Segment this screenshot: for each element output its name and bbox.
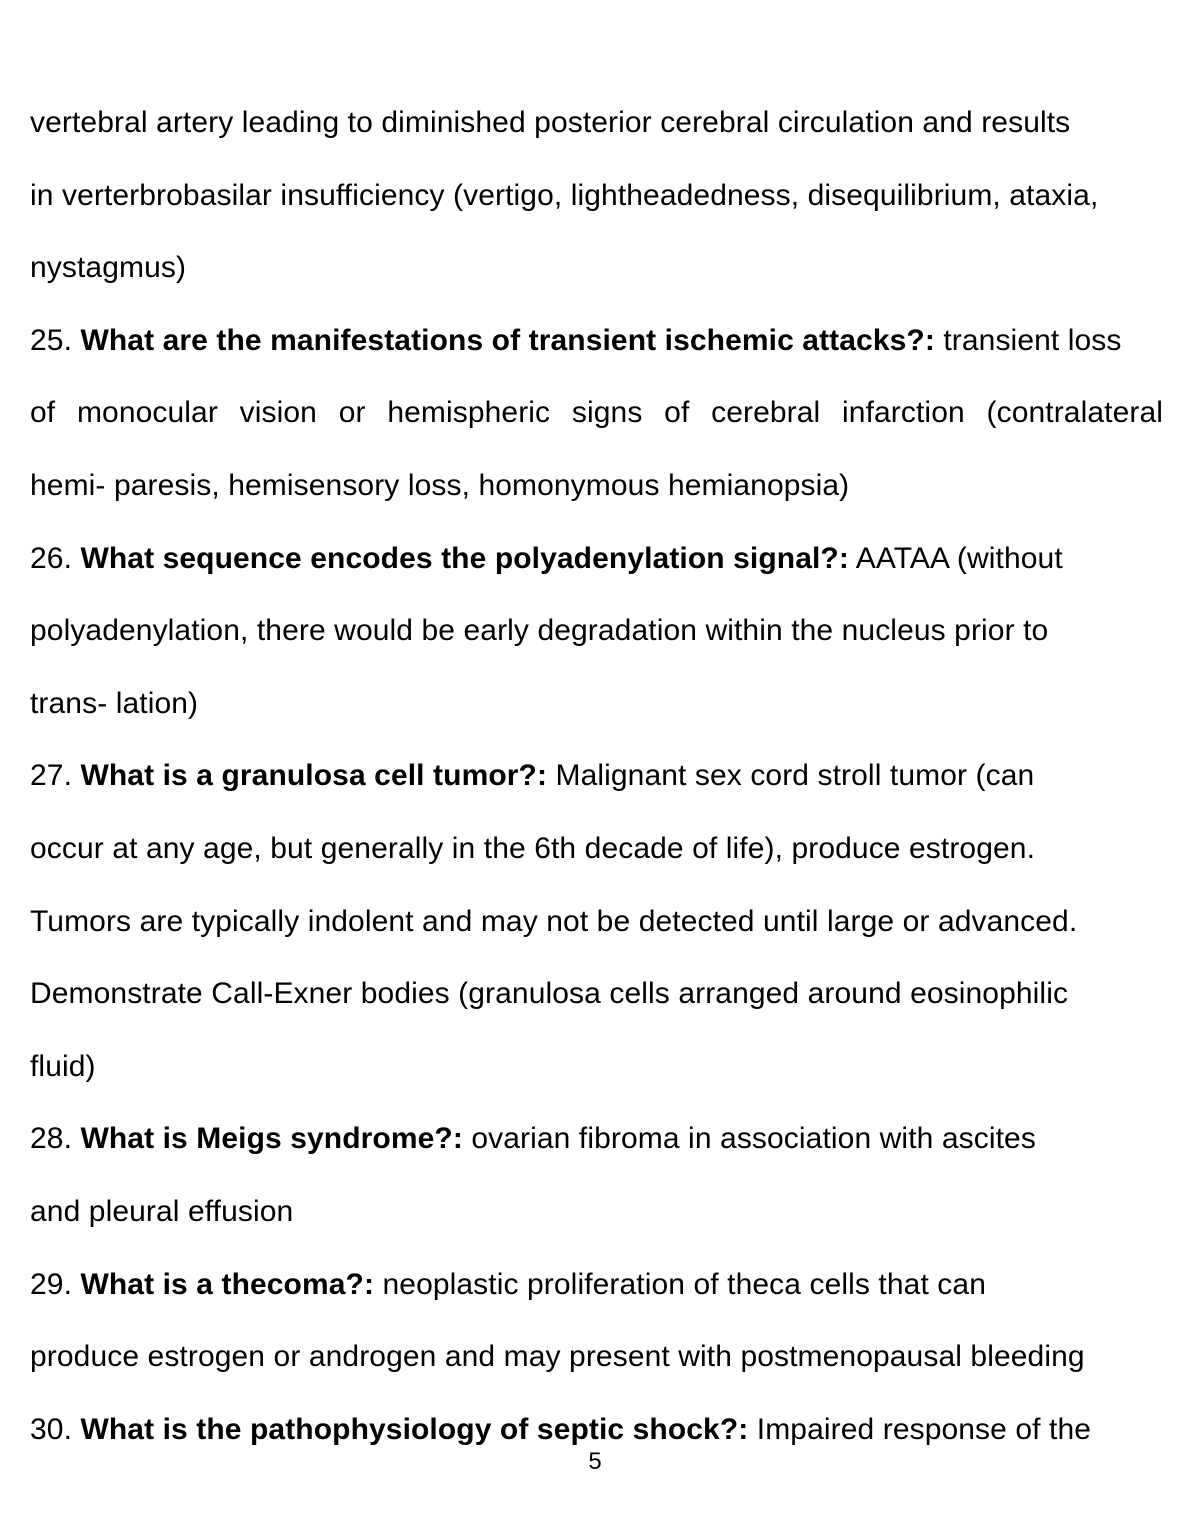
text-line: [30, 450, 1163, 523]
body-text: neoplastic proliferation of theca cells that can: [374, 1267, 986, 1301]
body-text: 28.: [30, 1122, 81, 1156]
question-text: What are the manifestations of transient ischemic attacks?:: [80, 323, 935, 357]
body-text: AATAA (without: [848, 541, 1063, 575]
body-text: and pleural effusion: [30, 1194, 294, 1228]
text-line: [30, 1103, 1163, 1176]
text-line: [30, 523, 1163, 596]
body-text: Tumors are typically indolent and may not be detected until large or advanced.: [30, 904, 1078, 938]
body-text: Impaired response of the: [748, 1412, 1092, 1446]
question-text: What is a thecoma?:: [80, 1267, 375, 1301]
text-line: [30, 668, 1163, 741]
text-line: [30, 958, 1163, 1031]
text-line: [30, 160, 1163, 233]
text-line: [30, 813, 1163, 886]
text-line: [30, 1031, 1163, 1104]
body-text: Malignant sex cord stroll tumor (can: [547, 759, 1035, 793]
body-text: 27.: [30, 759, 81, 793]
body-text: nystagmus): [30, 251, 187, 285]
question-text: What is Meigs syndrome?:: [80, 1122, 463, 1156]
text-line: [30, 232, 1163, 305]
text-line: [30, 1321, 1163, 1394]
question-text: What sequence encodes the polyadenylation signal?:: [80, 541, 849, 575]
body-text: ovarian fibroma in association with ascites: [462, 1122, 1036, 1156]
text-line: [30, 1249, 1163, 1322]
body-text: trans- lation): [30, 686, 199, 720]
body-text: fluid): [30, 1049, 96, 1083]
body-text: 29.: [30, 1267, 81, 1301]
question-text: What is the pathophysiology of septic shock?:: [80, 1412, 749, 1446]
question-text: What is a granulosa cell tumor?:: [80, 759, 548, 793]
body-text: occur at any age, but generally in the 6th decade of life), produce estrogen.: [30, 831, 1036, 865]
text-line: [30, 305, 1163, 378]
body-text: Demonstrate Call-Exner bodies (granulosa cells arranged around eosinophilic: [30, 977, 1069, 1011]
text-line: [30, 886, 1163, 959]
text-line: [30, 1176, 1163, 1249]
body-text: produce estrogen or androgen and may present with postmenopausal bleeding: [30, 1340, 1085, 1374]
text-line: [30, 377, 1163, 450]
body-text: 30.: [30, 1412, 81, 1446]
text-line: [30, 595, 1163, 668]
text-line: [30, 740, 1163, 813]
body-text: 25.: [30, 323, 81, 357]
body-text: of monocular vision or hemispheric signs of cerebral infarction (contralateral: [30, 396, 1163, 430]
page-number: 5: [588, 1448, 602, 1475]
body-text: polyadenylation, there would be early degradation within the nucleus prior to: [30, 614, 1049, 648]
body-text: hemi- paresis, hemisensory loss, homonymous hemianopsia): [30, 468, 850, 502]
body-text: vertebral artery leading to diminished posterior cerebral circulation and results: [30, 106, 1071, 139]
body-text: transient loss: [934, 323, 1122, 357]
document-body: [30, 87, 1163, 1466]
text-line: [30, 87, 1163, 160]
body-text: in verterbrobasilar insufficiency (vertigo, lightheadedness, disequilibrium, ataxia,: [30, 178, 1099, 212]
body-text: 26.: [30, 541, 81, 575]
